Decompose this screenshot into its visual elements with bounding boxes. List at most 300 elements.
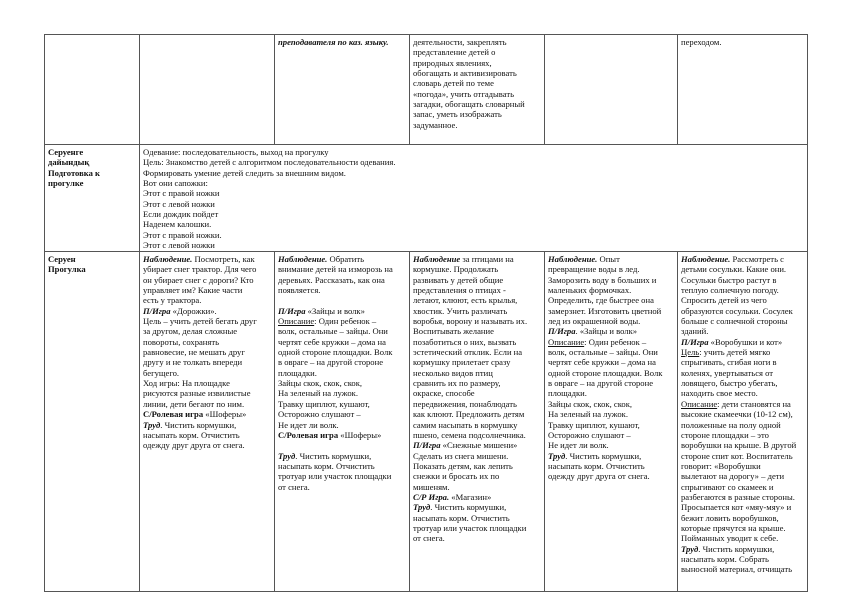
line-text: Цель – учить детей бегать друг	[143, 316, 257, 327]
text-line	[413, 264, 541, 274]
line-text: одной стороне площадки. Волк	[548, 367, 663, 378]
line-text: Зайцы скок, скок, скок,	[548, 398, 633, 409]
line-text: он убирает снег с дороги? Кто	[143, 274, 254, 285]
text-line	[413, 285, 541, 295]
text-line	[278, 461, 406, 471]
text-line: Цель: Знакомство детей с алгоритмом последовательности одевания.	[143, 157, 396, 168]
text-line	[681, 285, 804, 295]
text-line	[681, 420, 804, 430]
text-line	[548, 471, 674, 481]
text-line	[143, 440, 271, 450]
text-line	[413, 409, 541, 419]
line-text: волк, остальные – зайцы. Они	[278, 326, 388, 337]
text-line	[413, 326, 541, 336]
styled-lead-text: Труд	[413, 502, 431, 513]
line-text: несколько видов птиц	[413, 367, 493, 378]
styled-lead-text: Труд	[548, 450, 566, 461]
line-rest-text: «Снежные мишени»	[440, 440, 518, 451]
text-line	[548, 306, 674, 316]
text-line: переходом.	[681, 37, 722, 47]
line-text: рисуются разные извилистые	[143, 388, 251, 399]
text-line	[278, 337, 406, 347]
text-line	[413, 295, 541, 305]
text-line	[413, 368, 541, 378]
styled-lead-text: П/Игра	[681, 336, 709, 347]
text-line	[413, 430, 541, 440]
text-line: Подготовка к	[48, 167, 101, 178]
text-line	[413, 388, 541, 398]
text-line	[413, 502, 541, 512]
text-line	[681, 306, 804, 316]
row3-col5-cell	[678, 252, 808, 592]
text-line	[548, 461, 674, 471]
line-text: линии, дети бегают по ним.	[143, 398, 245, 409]
line-text: Спросить детей из чего	[681, 295, 767, 306]
text-line	[681, 440, 804, 450]
line-text: стороне спит кот. Воспитатель	[681, 450, 793, 461]
text-line	[278, 264, 406, 274]
text-line	[278, 388, 406, 398]
text-line	[413, 451, 541, 461]
styled-lead-text: Наблюдение	[413, 254, 461, 264]
line-text: мишеням.	[413, 481, 450, 492]
line-text: Просыпается кот «мяу-мяу» и	[681, 502, 792, 513]
styled-lead-text: П/Игра	[278, 305, 306, 316]
line-text: ловящего, быстро убегать,	[681, 378, 778, 389]
text-line	[548, 285, 674, 295]
text-line	[548, 430, 674, 440]
line-text: в овраге – на другой стороне	[278, 357, 384, 368]
text-line	[278, 316, 406, 326]
line-text: кормушку прилетает сразу	[413, 357, 511, 368]
text-line: преподавателя по каз. языку.	[278, 37, 389, 47]
text-line	[548, 420, 674, 430]
line-rest-text: . Чистить кормушки,	[160, 419, 237, 430]
text-line	[548, 440, 674, 450]
text-line	[548, 399, 674, 409]
text-line	[413, 492, 541, 502]
text-line	[413, 378, 541, 388]
line-text: от снега.	[413, 533, 445, 544]
text-line	[413, 347, 541, 357]
line-text: выносной материал, отчищать	[681, 564, 793, 575]
text-line: Этот с левой ножки	[143, 240, 215, 251]
text-line	[681, 533, 804, 543]
line-rest-text: . Чистить кормушки,	[565, 450, 642, 461]
text-line: Вот они сапожки:	[143, 178, 208, 189]
line-rest-text: за птицами на	[460, 254, 514, 264]
text-line	[278, 378, 406, 388]
line-text: Не идет ли волк.	[278, 419, 339, 430]
line-text: Сделать из снега мишени.	[413, 450, 509, 461]
text-line	[278, 285, 406, 295]
text-line	[413, 337, 541, 347]
line-text: больше с солнечной стороны	[681, 316, 788, 327]
text-line	[143, 275, 271, 285]
plan-table	[44, 34, 808, 592]
text-line	[413, 254, 541, 264]
text-line	[413, 533, 541, 543]
text-line	[278, 409, 406, 419]
line-text: положенные на полу одной	[681, 419, 781, 430]
text-line: Этот с правой ножки.	[143, 229, 222, 240]
text-line	[548, 388, 674, 398]
line-text: бежит ловить воробушков,	[681, 512, 779, 523]
text-line: Одевание: последовательность, выход на прогулку	[143, 147, 329, 157]
text-line	[143, 254, 271, 264]
line-text: насыпать корм. Отчистить	[548, 460, 645, 471]
line-text: зданий.	[681, 326, 709, 337]
line-text: Травку щиплют, кушают,	[278, 398, 370, 409]
text-line: Наденем калошки.	[143, 219, 212, 230]
line-text: Ход игры: На площадке	[143, 378, 230, 389]
text-line	[681, 513, 804, 523]
line-text: воробушки на крыше. В другой	[681, 440, 797, 451]
line-text: площадки.	[278, 367, 317, 378]
line-text: Пойманных уводит к себе.	[681, 533, 779, 544]
line-text: детьми сосульки. Какие они.	[681, 264, 787, 275]
text-line: Прогулка	[48, 264, 86, 275]
line-text: стороне площадки – это	[681, 429, 769, 440]
row2-content-cell	[140, 145, 808, 252]
line-text: другу и не толкать впереди	[143, 357, 243, 368]
text-line	[278, 326, 406, 336]
text-line: Этот с правой ножки	[143, 188, 220, 199]
line-text: спрыгивать, сгибая ноги в	[681, 357, 777, 368]
line-rest-text: : Один ребенок –	[584, 336, 647, 347]
styled-lead-text: Труд	[143, 419, 161, 430]
line-text: замерзнет. Изготовить цветной	[548, 305, 662, 316]
text-line	[143, 285, 271, 295]
text-line	[681, 523, 804, 533]
line-rest-text: «Дорожки».	[170, 305, 217, 316]
text-line	[681, 451, 804, 461]
row3-col2-cell	[275, 252, 410, 592]
line-text: хвостик. Учить различать	[413, 305, 508, 316]
text-line: Серуен	[48, 254, 76, 264]
line-text: самим насыпать в кормушку	[413, 419, 518, 430]
text-line	[681, 554, 804, 564]
table-row	[45, 35, 808, 145]
text-line	[278, 399, 406, 409]
row1-col3-cell	[410, 35, 545, 145]
text-line	[143, 295, 271, 305]
line-text: передвижения, понаблюдать	[413, 398, 517, 409]
table-row	[45, 252, 808, 592]
table-row	[45, 145, 808, 252]
styled-lead-text: П/Игра	[143, 305, 171, 316]
text-line	[548, 254, 674, 264]
line-text: управляет им? Какие части	[143, 285, 243, 296]
styled-lead-text: Наблюдение.	[681, 254, 731, 264]
text-line	[681, 492, 804, 502]
text-line	[548, 337, 674, 347]
text-line	[681, 482, 804, 492]
text-line	[278, 420, 406, 430]
line-text: чертят себе кружки – дома на	[548, 357, 656, 368]
text-line: словарь детей по теме	[413, 78, 494, 89]
styled-lead-text: Труд	[681, 543, 699, 554]
styled-lead-text: Наблюдение.	[278, 254, 328, 264]
line-rest-text: . Чистить кормушки,	[698, 543, 775, 554]
text-line: прогулке	[48, 178, 84, 189]
text-line	[143, 409, 271, 419]
line-text: вылетают на дорогу» – дети	[681, 471, 785, 482]
text-line	[413, 440, 541, 450]
text-line	[681, 254, 804, 264]
line-text: Сосульки быстро растут в	[681, 274, 777, 285]
text-line: «погода», учить отгадывать	[413, 88, 515, 99]
line-text	[278, 440, 280, 450]
line-text: Заморозить воду в больших и	[548, 274, 657, 285]
text-line	[143, 378, 271, 388]
line-text: кормушке. Продолжать	[413, 264, 499, 275]
line-text: насыпать корм. Отчистить	[278, 460, 375, 471]
line-text: чертят себе кружки – дома на	[278, 336, 386, 347]
text-line	[278, 295, 406, 305]
text-line	[681, 337, 804, 347]
line-text: в овраге – на другой стороне	[548, 378, 654, 389]
text-line	[681, 357, 804, 367]
line-text: одежду друг друга от снега.	[143, 440, 245, 451]
line-rest-text: . Чистить кормушки,	[430, 502, 507, 513]
line-rest-text: : дети становятся на	[717, 398, 791, 409]
text-line	[681, 378, 804, 388]
text-line: природных явлениях,	[413, 57, 492, 68]
line-text: развивать у детей общие	[413, 274, 504, 285]
text-line	[143, 264, 271, 274]
line-text: летают, клюют, есть крылья,	[413, 295, 518, 306]
text-line	[548, 316, 674, 326]
text-line	[548, 347, 674, 357]
text-line	[278, 451, 406, 461]
line-text: высокие скамеечки (10-12 см),	[681, 409, 793, 420]
line-text: лед из окрашенной воды.	[548, 316, 641, 327]
styled-lead-text: С/Ролевая игра	[143, 409, 204, 420]
line-text: одежду друг друга от снега.	[548, 471, 650, 482]
line-text: равновесие, не мешать друг	[143, 347, 245, 358]
line-rest-text: . «Зайцы и волк»	[575, 326, 638, 337]
text-line	[143, 306, 271, 316]
styled-lead-text: С/Р Игра.	[413, 491, 450, 502]
line-text: спрыгивают со скамеек и	[681, 481, 774, 492]
line-text: представления о птицах -	[413, 285, 506, 296]
line-text: сравнить их по размеру,	[413, 378, 501, 389]
line-text: насыпать корм. Собрать	[681, 553, 769, 564]
text-line	[413, 357, 541, 367]
line-rest-text: «Зайцы и волк»	[305, 305, 365, 316]
text-line	[143, 316, 271, 326]
line-text: пшено, семена подсолнечника.	[413, 429, 526, 440]
text-line	[278, 430, 406, 440]
text-line	[548, 368, 674, 378]
text-line	[681, 295, 804, 305]
line-text: снежки и бросать их по	[413, 471, 500, 482]
line-text: Воспитывать желание	[413, 326, 494, 337]
text-line	[278, 347, 406, 357]
text-line	[143, 357, 271, 367]
line-text: разбегаются в разные стороны.	[681, 491, 795, 502]
line-text: тротуар или участок площадки	[278, 471, 392, 482]
text-line	[681, 316, 804, 326]
line-text: убирает снег трактор. Для чего	[143, 264, 257, 275]
text-line	[548, 275, 674, 285]
line-text: эстетический отклик. Если на	[413, 347, 523, 358]
text-line	[143, 430, 271, 440]
line-text: воробья, ворону и называть их.	[413, 316, 528, 327]
line-text: площадки.	[548, 388, 587, 399]
line-text: от снега.	[278, 481, 310, 492]
text-line	[413, 513, 541, 523]
line-text: есть у трактора.	[143, 295, 202, 306]
text-line	[413, 399, 541, 409]
text-line	[413, 471, 541, 481]
line-text: одной стороне площадки. Волк	[278, 347, 393, 358]
text-line	[548, 357, 674, 367]
row1-label-cell	[45, 35, 140, 145]
line-text: теплую солнечную погоду.	[681, 285, 779, 296]
row3-col4-cell	[545, 252, 678, 592]
styled-lead-text: Труд	[278, 450, 296, 461]
text-line	[681, 502, 804, 512]
text-line	[413, 316, 541, 326]
text-line	[413, 523, 541, 533]
text-line: запас, уметь изображать	[413, 109, 502, 120]
text-line: обогащать и активизировать	[413, 68, 517, 79]
text-line: задуманное.	[413, 119, 458, 130]
text-line	[278, 440, 406, 450]
line-text: Не идет ли волк.	[548, 440, 609, 451]
text-line	[681, 461, 804, 471]
line-text: Осторожно слушают –	[548, 429, 631, 440]
text-line	[681, 275, 804, 285]
text-line	[548, 409, 674, 419]
text-line	[143, 337, 271, 347]
text-line	[278, 471, 406, 481]
text-line	[278, 357, 406, 367]
line-text: бегущего.	[143, 367, 180, 378]
line-text: повороты, сохранять	[143, 336, 220, 347]
text-line	[278, 254, 406, 264]
text-line	[548, 264, 674, 274]
line-text: внимание детей на изморозь на	[278, 264, 393, 275]
text-line	[681, 264, 804, 274]
line-rest-text: «Шоферы»	[203, 409, 247, 420]
styled-lead-text: Описание	[681, 398, 718, 409]
line-rest-text: «Магазин»	[449, 491, 492, 502]
text-line	[278, 368, 406, 378]
line-text	[278, 295, 280, 305]
row1-col2-cell	[275, 35, 410, 145]
text-line	[143, 420, 271, 430]
styled-lead-text: С/Ролевая игра	[278, 429, 339, 440]
text-line	[143, 347, 271, 357]
row2-label-cell	[45, 145, 140, 252]
line-text: позаботиться о них, вызвать	[413, 336, 517, 347]
line-rest-text: Рассмотреть с	[730, 254, 784, 264]
row1-col4-cell	[545, 35, 678, 145]
line-text: говорит: «Воробушки	[681, 460, 761, 471]
text-line: Серуенге	[48, 147, 84, 157]
line-text: насыпать корм. Отчистить	[143, 429, 240, 440]
row1-col5-cell	[678, 35, 808, 145]
row1-col1-cell	[140, 35, 275, 145]
text-line	[681, 544, 804, 554]
text-line	[681, 368, 804, 378]
text-line	[413, 306, 541, 316]
text-line	[413, 420, 541, 430]
text-line: Если дождик пойдет	[143, 209, 219, 220]
text-line	[143, 326, 271, 336]
line-text: появляется.	[278, 285, 321, 296]
styled-lead-text: Наблюдение.	[548, 254, 598, 264]
line-text: волк, остальные – зайцы. Они	[548, 347, 658, 358]
text-line	[681, 347, 804, 357]
text-line	[413, 482, 541, 492]
text-line	[681, 388, 804, 398]
line-text: Определить, где быстрее она	[548, 295, 654, 306]
line-text: превращение воды в лед.	[548, 264, 640, 275]
line-text: На зеленый на лужок.	[278, 388, 358, 399]
line-text: которые прячутся на крыше.	[681, 522, 786, 533]
styled-lead-text: Описание	[548, 336, 585, 347]
line-text: деревьях. Рассказать, как она	[278, 274, 385, 285]
line-text: образуются сосульки. Сосулек	[681, 305, 793, 316]
styled-lead-text: Описание	[278, 316, 315, 327]
line-text: На зеленый на лужок.	[548, 409, 628, 420]
text-line: загадки, обогащать словарный	[413, 99, 525, 110]
line-rest-text: Обратить	[327, 254, 364, 264]
line-text: находить свое место.	[681, 388, 758, 399]
text-line	[143, 368, 271, 378]
text-line	[548, 378, 674, 388]
text-line	[681, 564, 804, 574]
text-line	[548, 295, 674, 305]
line-rest-text: Опыт	[597, 254, 620, 264]
line-rest-text: «Воробушки и кот»	[708, 336, 783, 347]
text-line: представление детей о	[413, 47, 496, 58]
styled-lead-text: Цель	[681, 347, 700, 358]
line-rest-text: «Шоферы»	[338, 429, 382, 440]
text-line	[278, 275, 406, 285]
text-line	[681, 471, 804, 481]
text-line: деятельности, закреплять	[413, 37, 507, 47]
line-text: Зайцы скок, скок, скок,	[278, 378, 363, 389]
text-line: дайындық	[48, 157, 90, 168]
line-text: маленьких формочках.	[548, 285, 632, 296]
row3-label-cell	[45, 252, 140, 592]
text-line	[143, 399, 271, 409]
line-text: Травку щиплют, кушают,	[548, 419, 640, 430]
line-text: тротуар или участок площадки	[413, 522, 527, 533]
text-line	[413, 461, 541, 471]
row3-col1-cell	[140, 252, 275, 592]
line-rest-text: : учить детей мягко	[699, 347, 771, 358]
line-text: окраске, способе	[413, 388, 475, 399]
line-rest-text: : Один ребенок –	[314, 316, 377, 327]
text-line	[548, 326, 674, 336]
text-line	[681, 399, 804, 409]
line-text: Показать детям, как лепить	[413, 460, 513, 471]
row3-col3-cell	[410, 252, 545, 592]
line-text: Осторожно слушают –	[278, 409, 361, 420]
text-line: Этот с левой ножки	[143, 198, 215, 209]
text-line	[681, 430, 804, 440]
line-text: насыпать корм. Отчистить	[413, 512, 510, 523]
text-line	[681, 326, 804, 336]
text-line	[278, 482, 406, 492]
text-line	[681, 409, 804, 419]
